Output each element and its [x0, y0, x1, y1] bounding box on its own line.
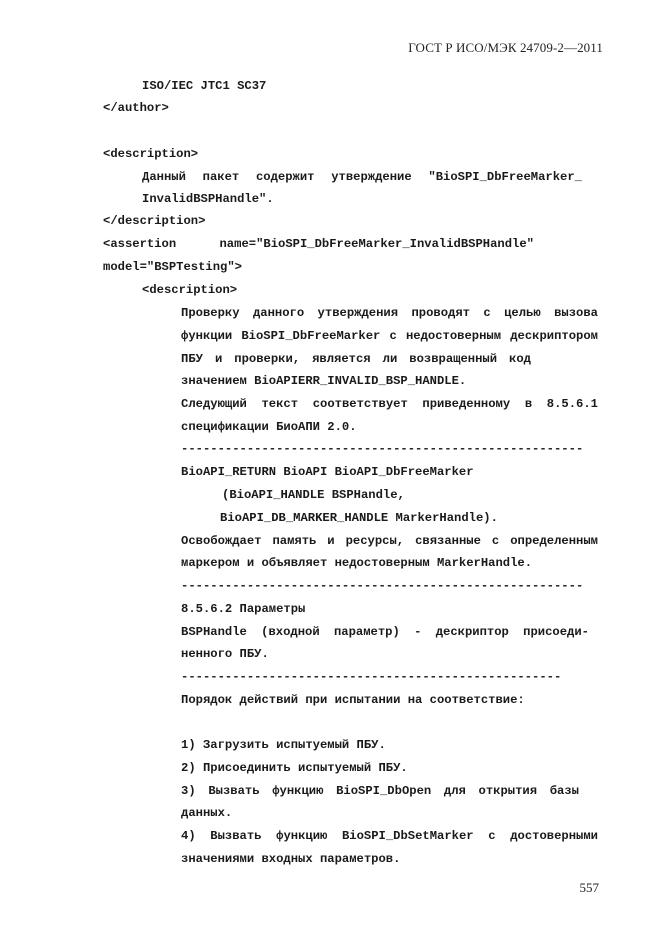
body-text-line: Следующий текст соответствует приведенному в 8.5.6.1 — [181, 397, 598, 411]
procedure-heading: Порядок действий при испытании на соответствие: — [181, 693, 525, 707]
body-text-line: ненного ПБУ. — [181, 647, 269, 661]
dashed-separator: ------------------------------------------------------- — [181, 442, 584, 456]
procedure-step: 4) Вызвать функцию BioSPI_DbSetMarker с достоверными — [181, 829, 598, 843]
author-close-tag: </author> — [103, 101, 169, 115]
description-text-line: Данный пакет содержит утверждение "BioSPI_DbFreeMarker_ — [142, 170, 582, 184]
page-number: 557 — [579, 880, 599, 895]
description-close-tag: </description> — [103, 214, 206, 228]
body-text-line: функции BioSPI_DbFreeMarker с недостоверным дескриптором — [181, 329, 598, 343]
body-text-line: маркером и объявляет недостоверным MarkerHandle. — [181, 556, 533, 570]
body-text-line: Освобождает память и ресурсы, связанные с определенным — [181, 534, 598, 548]
procedure-step-continuation: значениями входных параметров. — [181, 852, 401, 866]
body-text-line: BSPHandle (входной параметр) - дескриптор присоеди- — [181, 625, 589, 639]
body-text-line: Проверку данного утверждения проводят с целью вызова — [181, 306, 598, 320]
body-text-line: значением BioAPIERR_INVALID_BSP_HANDLE. — [181, 374, 467, 388]
assertion-description-open-tag: <description> — [142, 283, 238, 297]
section-heading: 8.5.6.2 Параметры — [181, 602, 306, 616]
procedure-step: 1) Загрузить испытуемый ПБУ. — [181, 738, 386, 752]
assertion-open-tag: <assertion name="BioSPI_DbFreeMarker_InvalidBSPHandle" — [103, 237, 534, 251]
procedure-step: 2) Присоединить испытуемый ПБУ. — [181, 761, 408, 775]
author-value-line: ISO/IEC JTC1 SC37 — [142, 79, 267, 93]
standard-header: ГОСТ Р ИСО/МЭК 24709-2—2011 — [408, 40, 603, 55]
function-signature-param: BioAPI_DB_MARKER_HANDLE MarkerHandle). — [220, 511, 498, 525]
body-text-line: ПБУ и проверки, является ли возвращенный код — [181, 352, 531, 366]
dashed-separator: ---------------------------------------------------- — [181, 670, 562, 684]
assertion-model-attr: model="BSPTesting"> — [103, 260, 242, 274]
function-signature-param: (BioAPI_HANDLE BSPHandle, — [222, 488, 405, 502]
procedure-step-continuation: данных. — [181, 806, 233, 820]
description-text-line: InvalidBSPHandle". — [142, 192, 274, 206]
procedure-step: 3) Вызвать функцию BioSPI_DbOpen для открытия базы — [181, 784, 579, 798]
body-text-line: спецификации БиоАПИ 2.0. — [181, 420, 357, 434]
dashed-separator: ------------------------------------------------------- — [181, 579, 584, 593]
description-open-tag: <description> — [103, 147, 199, 161]
function-signature-line: BioAPI_RETURN BioAPI BioAPI_DbFreeMarker — [181, 465, 474, 479]
